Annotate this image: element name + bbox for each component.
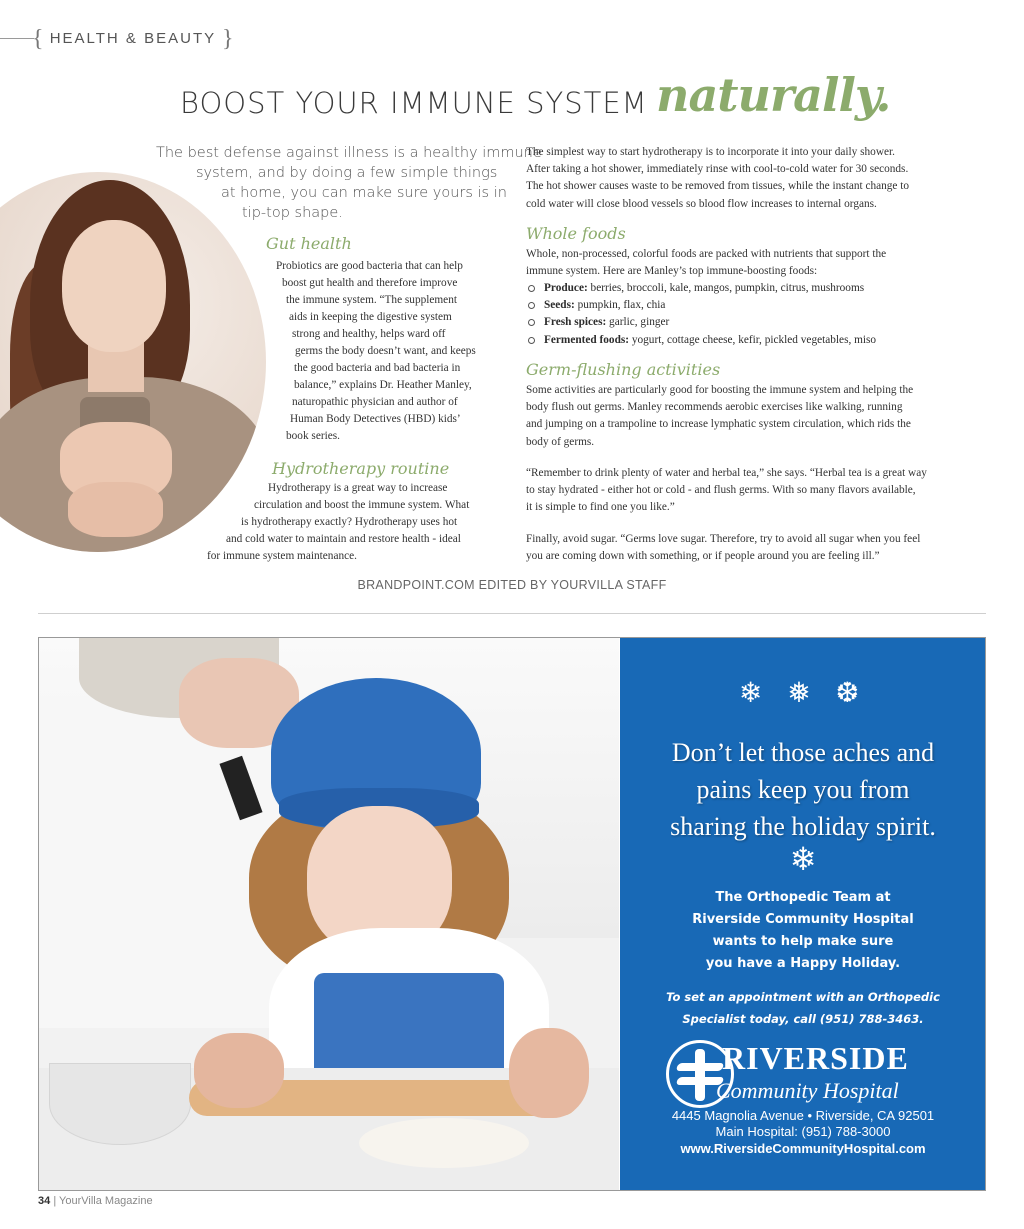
hydro-line: and cold water to maintain and restore health - ideal (226, 533, 461, 545)
gut-line: strong and healthy, helps ward off (292, 328, 446, 340)
bullet-label: Fermented foods: (544, 333, 630, 346)
photo-face (62, 220, 166, 352)
logo-mark-stroke (676, 1063, 725, 1071)
gut-line: the immune system. “The supplement (286, 294, 457, 306)
gut-line: boost gut health and therefore improve (282, 277, 458, 289)
right-line: “Remember to drink plenty of water and herbal tea,” she says. “Herbal tea is a great way (526, 467, 927, 479)
photo-hands-lower (68, 482, 163, 537)
gut-line: aids in keeping the digestive system (289, 311, 452, 323)
bullet-text: pumpkin, flax, chia (574, 299, 666, 312)
avoid-sugar-paragraph (526, 531, 920, 565)
footer-separator: | (53, 1195, 57, 1207)
ad-message-line: The Orthopedic Team at (715, 890, 891, 905)
gut-line: Human Body Detectives (HBD) kids’ (290, 413, 461, 425)
germ-flushing-paragraph (526, 382, 913, 451)
right-line: it is simple to find one you like.” (526, 501, 675, 514)
photo-hand-right (509, 1028, 589, 1118)
bullet-text: berries, broccoli, kale, mangos, pumpkin, citrus, mushrooms (587, 282, 865, 294)
section-rule (0, 38, 34, 39)
right-line: The hot shower causes waste to be removed from tissues, while the instant change to (526, 180, 910, 193)
right-line: to stay hydrated - either hot or cold - and flush germs. With so many flavors available, (526, 484, 916, 497)
snowflake-icon: ❄ ❅ ❆ (738, 676, 868, 709)
hydro-line: circulation and boost the immune system. What (254, 499, 470, 511)
ad-appointment-line: To set an appointment with an Orthopedic (666, 990, 940, 1004)
gut-line: Probiotics are good bacteria that can help (276, 260, 463, 272)
hydrotherapy-heading: Hydrotherapy routine (272, 459, 450, 478)
bullet-text: garlic, ginger (606, 316, 670, 329)
page-footer (38, 1195, 153, 1207)
photo-bowl (49, 1063, 191, 1145)
right-line: body of germs. (526, 435, 595, 448)
right-line: Whole, non-processed, colorful foods are packed with nutrients that support the (526, 248, 887, 260)
hospital-logo-name: RIVERSIDE (722, 1040, 909, 1076)
photo-hand-left (194, 1033, 284, 1108)
gut-line: balance,” explains Dr. Heather Manley, (294, 379, 472, 391)
hospital-advertisement (38, 637, 986, 1191)
logo-mark-stroke (695, 1049, 705, 1101)
gut-line: naturopathic physician and author of (292, 396, 458, 408)
bullet-text: yogurt, cottage cheese, kefir, pickled vegetables, miso (629, 333, 877, 346)
right-line: After taking a hot shower, immediately rinse with cool-to-cold water for 30 seconds. (526, 163, 909, 176)
page-number: 34 (38, 1195, 51, 1207)
list-item (526, 314, 876, 331)
section-close-brace: } (222, 26, 234, 52)
ad-blue-panel (620, 638, 986, 1190)
ad-appointment-line: Specialist today, call (951) 788-3463. (682, 1012, 924, 1026)
germ-flushing-heading: Germ-flushing activities (526, 360, 721, 379)
ad-message-line: wants to help make sure (712, 934, 894, 949)
intro-line-4: tip-top shape. (242, 205, 343, 221)
hospital-address: 4445 Magnolia Avenue • Riverside, CA 92501 (671, 1108, 935, 1123)
hydro-line: Hydrotherapy is a great way to increase (268, 482, 448, 494)
photo-dough (359, 1118, 529, 1168)
bullet-label: Fresh spices: (544, 316, 607, 329)
magazine-name: YourVilla Magazine (59, 1195, 153, 1207)
article-title-script: naturally. (656, 68, 891, 122)
right-line: cold water will close blood vessels so blood flow increases to internal organs. (526, 197, 877, 210)
ad-headline-line: pains keep you from (696, 775, 910, 804)
hospital-website-link[interactable]: www.RiversideCommunityHospital.com (680, 1141, 926, 1156)
right-line: you are coming down with something, or if people around you are feeling ill.” (526, 550, 880, 563)
bullet-label: Produce: (544, 282, 588, 294)
list-item (526, 332, 876, 349)
whole-foods-heading: Whole foods (526, 224, 626, 243)
article-credit: BRANDPOINT.COM EDITED BY YOURVILLA STAFF (357, 578, 667, 592)
ad-headline-line: Don’t let those aches and (671, 738, 935, 767)
immune-foods-list (526, 280, 876, 349)
right-line: body flush out germs. Manley recommends aerobic exercises like walking, running (526, 401, 903, 414)
gut-line: germs the body doesn’t want, and keeps (295, 345, 476, 357)
whole-foods-intro (526, 246, 886, 280)
right-line: and jumping on a trampoline to increase lymphatic system circulation, which rids the (526, 418, 911, 431)
intro-line-3: at home, you can make sure yours is in (221, 185, 507, 201)
bullet-label: Seeds: (544, 299, 575, 312)
gut-line: book series. (286, 430, 340, 442)
intro-line-1: The best defense against illness is a healthy immune (156, 145, 542, 161)
gut-health-heading: Gut health (266, 234, 352, 253)
hydro-line: is hydrotherapy exactly? Hydrotherapy uses hot (241, 516, 458, 528)
right-line: Finally, avoid sugar. “Germs love sugar. Therefore, try to avoid all sugar when you feel (526, 533, 921, 545)
snowflake-icon: ❄ (789, 840, 817, 878)
right-line: Some activities are particularly good for boosting the immune system and helping the (526, 384, 914, 396)
hydrotherapy-shower-paragraph (526, 144, 909, 213)
grandmother-child-baking-photo (39, 638, 619, 1190)
page-divider (38, 613, 986, 614)
ad-message-line: Riverside Community Hospital (692, 912, 914, 927)
woman-with-mug-photo (0, 172, 266, 552)
list-item (526, 297, 876, 314)
article-title: BOOST YOUR IMMUNE SYSTEM (180, 86, 648, 120)
hydro-line: for immune system maintenance. (207, 550, 357, 562)
right-line: The simplest way to start hydrotherapy is to incorporate it into your daily shower. (526, 146, 895, 158)
hospital-logo-subtitle: Community Hospital (716, 1078, 899, 1103)
right-line: immune system. Here are Manley’s top immune-boosting foods: (526, 265, 818, 278)
intro-line-2: system, and by doing a few simple things (196, 165, 498, 181)
ad-headline-line: sharing the holiday spirit. (670, 812, 936, 841)
gut-line: the good bacteria and bad bacteria in (294, 362, 461, 374)
herbal-tea-paragraph (526, 465, 927, 517)
ad-message-line: you have a Happy Holiday. (705, 956, 901, 971)
list-item (526, 280, 876, 297)
section-tag (32, 26, 234, 53)
hospital-phone: Main Hospital: (951) 788-3000 (715, 1124, 891, 1139)
section-label: HEALTH & BEAUTY (49, 30, 216, 47)
section-open-brace: { (32, 26, 44, 52)
